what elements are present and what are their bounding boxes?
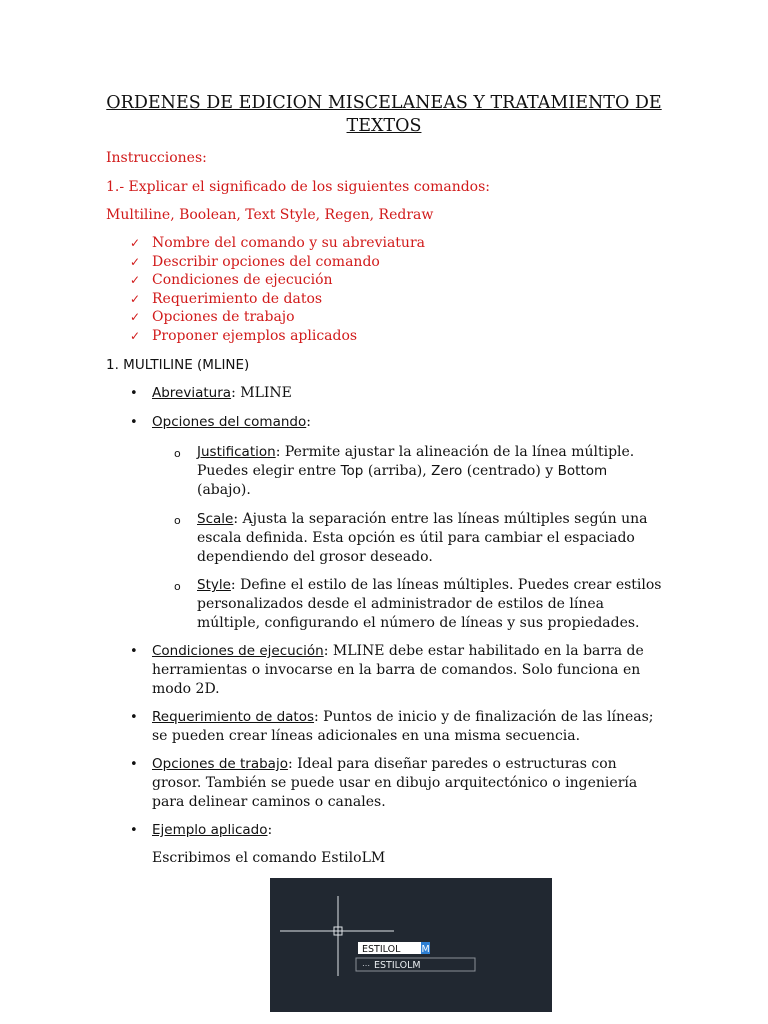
cad-crosshair-canvas [270,878,552,1012]
check-icon: ✓ [130,254,141,269]
circle-bullet-icon: o [174,447,181,460]
command-list: Multiline, Boolean, Text Style, Regen, Redraw [106,207,434,223]
requerimiento-item: Requerimiento de datos: Puntos de inicio y de finalización de las líneas; se pueden crear líneas adicionales en una misma secuencia. [152,709,654,744]
checklist-item: ✓ Opciones de trabajo [130,309,295,326]
scale-item: Scale: Ajusta la separación entre las líneas múltiples según una escala definida. Esta opción es útil para cambiar el espaciado dependiendo del grosor deseado. [197,511,648,565]
checklist-item: ✓ Requerimiento de datos [130,290,323,307]
checklist-item: ✓ Condiciones de ejecución [130,272,333,289]
trabajo-item: Opciones de trabajo: Ideal para diseñar paredes o estructuras con grosor. También se puede usar en dibujo arquitectónico o ingeniería para delinear caminos o canales. [152,756,638,810]
bullet-icon: • [130,823,138,838]
cad-screenshot [270,878,552,1012]
bullet-icon: • [130,386,138,401]
bullet-icon: • [130,757,138,772]
autocomplete-suggestion-text: ESTILOLM [374,960,421,971]
justification-item: Justification: Permite ajustar la alineación de la línea múltiple. Puedes elegir entre Top (arriba), Zero (centrado) y Bottom (abajo). [197,444,635,498]
bullet-icon: • [130,415,138,430]
instruction-item-1: 1.- Explicar el significado de los siguientes comandos: [106,179,491,195]
checklist-item: ✓ Describir opciones del comando [130,253,380,270]
command-input-cursor-letter: M [421,944,430,955]
section-heading-multiline: 1. MULTILINE (MLINE) [106,357,250,373]
document-title: ORDENES DE EDICION MISCELANEAS Y TRATAMIENTO DE TEXTOS [106,93,662,136]
bullet-icon: • [130,710,138,725]
style-item: Style: Define el estilo de las líneas múltiples. Puedes crear estilos personalizados desde el administrador de estilos de línea múltiple, configurando el número de líneas y sus propiedades. [197,577,662,631]
opciones-item: Opciones del comando: [152,414,311,430]
check-icon: ✓ [130,310,141,325]
requirements-checklist [130,234,425,346]
circle-bullet-icon: o [174,514,181,527]
ejemplo-text: Escribimos el comando EstiloLM [152,850,386,866]
checklist-item: ✓ Proponer ejemplos aplicados [130,327,358,344]
check-icon: ✓ [130,273,141,288]
check-icon: ✓ [130,236,141,250]
abreviatura-item: Abreviatura: MLINE [152,385,292,401]
circle-bullet-icon: o [174,580,181,593]
checklist-item: ✓ Nombre del comando y su abreviatura [130,235,425,251]
ejemplo-item: Ejemplo aplicado: [152,822,273,838]
check-icon: ✓ [130,328,141,343]
bullet-icon: • [130,644,138,659]
command-suggestion-icon: ⋯ [362,961,370,970]
command-input-text: ESTILOL [362,944,401,955]
check-icon: ✓ [130,291,141,306]
instructions-label: Instrucciones: [106,150,207,166]
condiciones-item: Condiciones de ejecución: MLINE debe estar habilitado en la barra de herramientas o invocarse en la barra de comandos. Solo funciona en modo 2D. [152,643,644,697]
